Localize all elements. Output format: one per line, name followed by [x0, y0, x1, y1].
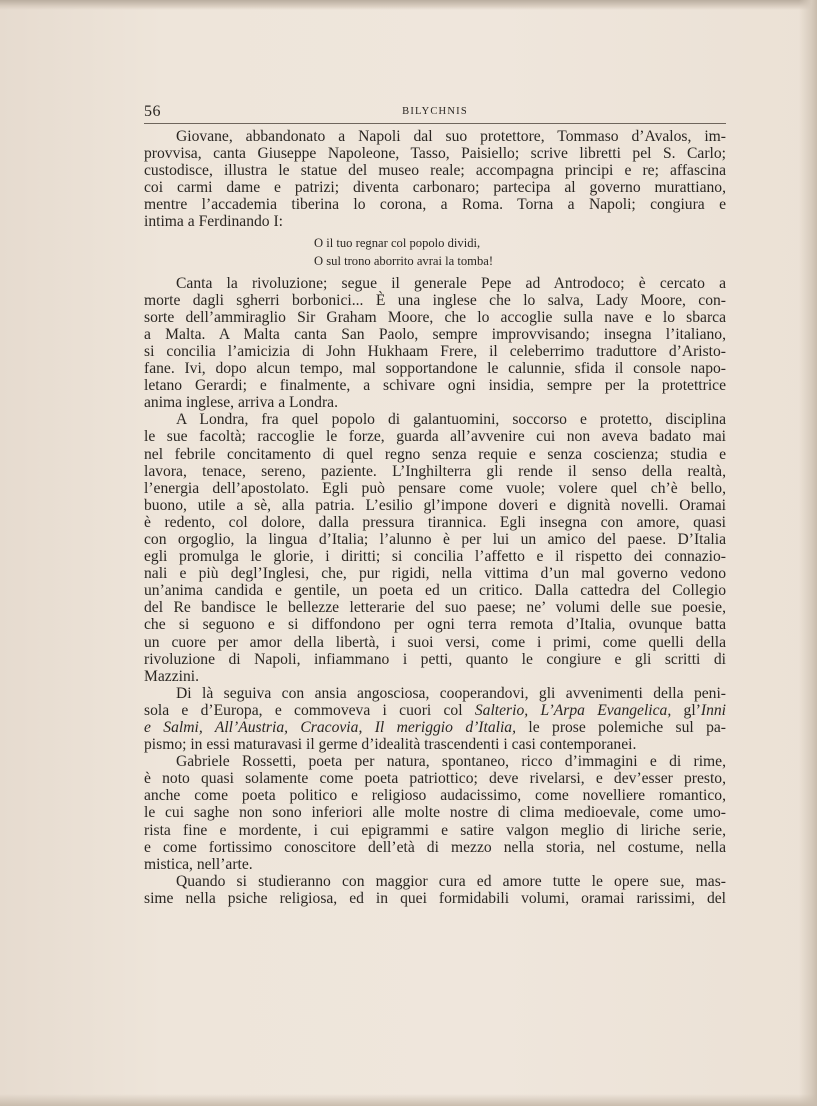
text-line: e come fortissimo conoscitore dell’età di mezzo nella storia, nel costume, nella	[144, 838, 726, 856]
text-line: l’energia dell’apostolato. Egli può pensare come vuole; volere quel ch’è bello,	[144, 479, 726, 497]
text-line: Canta la rivoluzione; segue il generale Pepe ad Antrodoco; è cercato a	[176, 274, 726, 292]
text-line: sorte dell’ammiraglio Sir Graham Moore, che lo accoglie sulla nave e lo sbarca	[144, 308, 726, 326]
text-line: si concilia l’amicizia di John Hukhaam Frere, il celeberrimo traduttore d’Aristo-	[144, 342, 726, 360]
text-line: un cuore per amor della libertà, i suoi versi, come i primi, come quelli della	[144, 633, 726, 651]
paragraph-2	[144, 275, 726, 412]
verse-line: O sul trono aborrito avrai la tomba!	[314, 253, 494, 268]
text-line: sime nella psiche religiosa, ed in quei formidabili volumi, oramai rarissimi, del	[144, 889, 726, 907]
text-line: A Londra, fra quel popolo di galantuomini, soccorso e protetto, disciplina	[176, 411, 726, 429]
paragraph-3	[144, 411, 726, 685]
page-header	[144, 103, 726, 124]
text-line: anima inglese, arriva a Londra.	[144, 394, 338, 412]
verse-quote	[144, 234, 726, 270]
text-line: un’anima candida e gentile, un poeta ed un critico. Dalla cattedra del Collegio	[144, 582, 726, 600]
text-line: le cui saghe non sono inferiori alle molte nostre di clima medioevale, come umo-	[144, 804, 726, 822]
page-number: 56	[144, 103, 161, 120]
text-line: Di là seguiva con ansia angosciosa, cooperandovi, gli avvenimenti della peni-	[176, 684, 726, 702]
page-bottom-edge	[0, 1094, 817, 1106]
text-line: egli promulga le glorie, i diritti; si concilia l’affetto e il rispetto dei connazio-	[144, 548, 726, 566]
text-run: gl’	[671, 701, 701, 719]
text-line: intima a Ferdinando I:	[144, 213, 284, 231]
running-title: BILYCHNIS	[402, 106, 468, 117]
text-line: rivoluzione di Napoli, infiammano i petti, quanto le congiure e gli scritti di	[144, 650, 726, 668]
text-line: letano Gerardi; e finalmente, a schivare ogni insidia, sempre per la protettrice	[144, 377, 726, 395]
italic-title-run: Inni	[700, 701, 727, 719]
page-right-edge	[799, 0, 817, 1106]
text-line: con orgoglio, la lingua d’Italia; l’alunno è per lui un amico del paese. D’Italia	[144, 530, 726, 548]
text-line: coi carmi dame e patrizi; diventa carbonaro; partecipa al governo murattiano,	[144, 179, 726, 197]
text-run: le prose polemiche sul pa-	[516, 719, 726, 736]
text-line	[144, 719, 726, 736]
text-line: custodisce, illustra le statue del museo reale; accompagna principi e re; affascina	[144, 162, 726, 180]
text-line: morte dagli sgherri borbonici... È una inglese che lo salva, Lady Moore, con-	[144, 291, 726, 309]
text-line: provvisa, canta Giuseppe Napoleone, Tasso, Paisiello; scrive libretti pel S. Carlo;	[144, 145, 726, 163]
text-line: che si seguono e si diffondono per ogni terra remota d’Italia, ovunque batta	[144, 616, 726, 634]
text-line: è redento, col dolore, dalla pressura tirannica. Egli insegna con amore, quasi	[144, 513, 726, 531]
text-line: a Malta. A Malta canta San Paolo, sempre improvvisando; insegna l’italiano,	[144, 325, 726, 343]
text-line: nali e più degl’Inglesi, che, pur rigidi, nella vittima d’un mal governo vedono	[144, 565, 726, 583]
verse-line: O il tuo regnar col popolo dividi,	[314, 235, 481, 250]
text-line: anche come poeta politico e religioso audacissimo, come novelliere romantico,	[144, 787, 726, 805]
text-line: Gabriele Rossetti, poeta per natura, spontaneo, ricco d’immagini e di rime,	[176, 753, 726, 771]
text-line: Mazzini.	[144, 667, 199, 685]
page-top-edge	[0, 0, 817, 10]
text-line: è noto quasi solamente come poeta patriottico; deve rivelarsi, e dev’esser presto,	[144, 770, 726, 788]
text-line: del Re bandisce le bellezze letterarie del suo paese; ne’ volumi delle sue poesie,	[144, 599, 726, 617]
text-run: sola e d’Europa, e commoveva i cuori col	[144, 701, 475, 719]
text-line: lavora, tenace, sereno, paziente. L’Inghilterra gli rende il senso della realtà,	[144, 462, 726, 480]
paragraph-1	[144, 128, 726, 231]
text-line: pismo; in essi maturavasi il germe d’idealità trascendenti i casi contemporanei.	[144, 736, 637, 754]
text-line: mentre l’accademia tiberina lo corona, a Roma. Torna a Napoli; congiura e	[144, 196, 726, 214]
text-line: Giovane, abbandonato a Napoli dal suo protettore, Tommaso d’Avalos, im-	[176, 128, 726, 145]
paragraph-4	[144, 685, 726, 753]
text-line: rista fine e mordente, i cui epigrammi e satire valgon meglio di liriche serie,	[144, 821, 726, 839]
body-text	[144, 128, 726, 907]
text-line: mistica, nell’arte.	[144, 855, 253, 873]
paragraph-6	[144, 873, 726, 907]
text-line: nel febrile concitamento di quel regno senza requie e senza coscienza; studia e	[144, 445, 726, 463]
italic-title-run: Salterio, L’Arpa Evangelica,	[474, 701, 672, 719]
text-line: fane. Ivi, dopo alcun tempo, mal sopportandone le calunnie, sfida il console napo-	[144, 360, 726, 378]
italic-title-run: e Salmi, All’Austria, Cracovia, Il meriggio d’Italia,	[144, 719, 516, 736]
text-line: Quando si studieranno con maggior cura ed amore tutte le opere sue, mas-	[176, 872, 726, 890]
paragraph-5	[144, 753, 726, 873]
text-line: buono, utile a sè, alla patria. L’esilio gl’impone doveri e dignità novelli. Oramai	[144, 496, 726, 514]
text-line	[144, 702, 726, 719]
text-line: le sue facoltà; raccoglie le forze, guarda all’avvenire cui non aveva badato mai	[144, 428, 726, 446]
